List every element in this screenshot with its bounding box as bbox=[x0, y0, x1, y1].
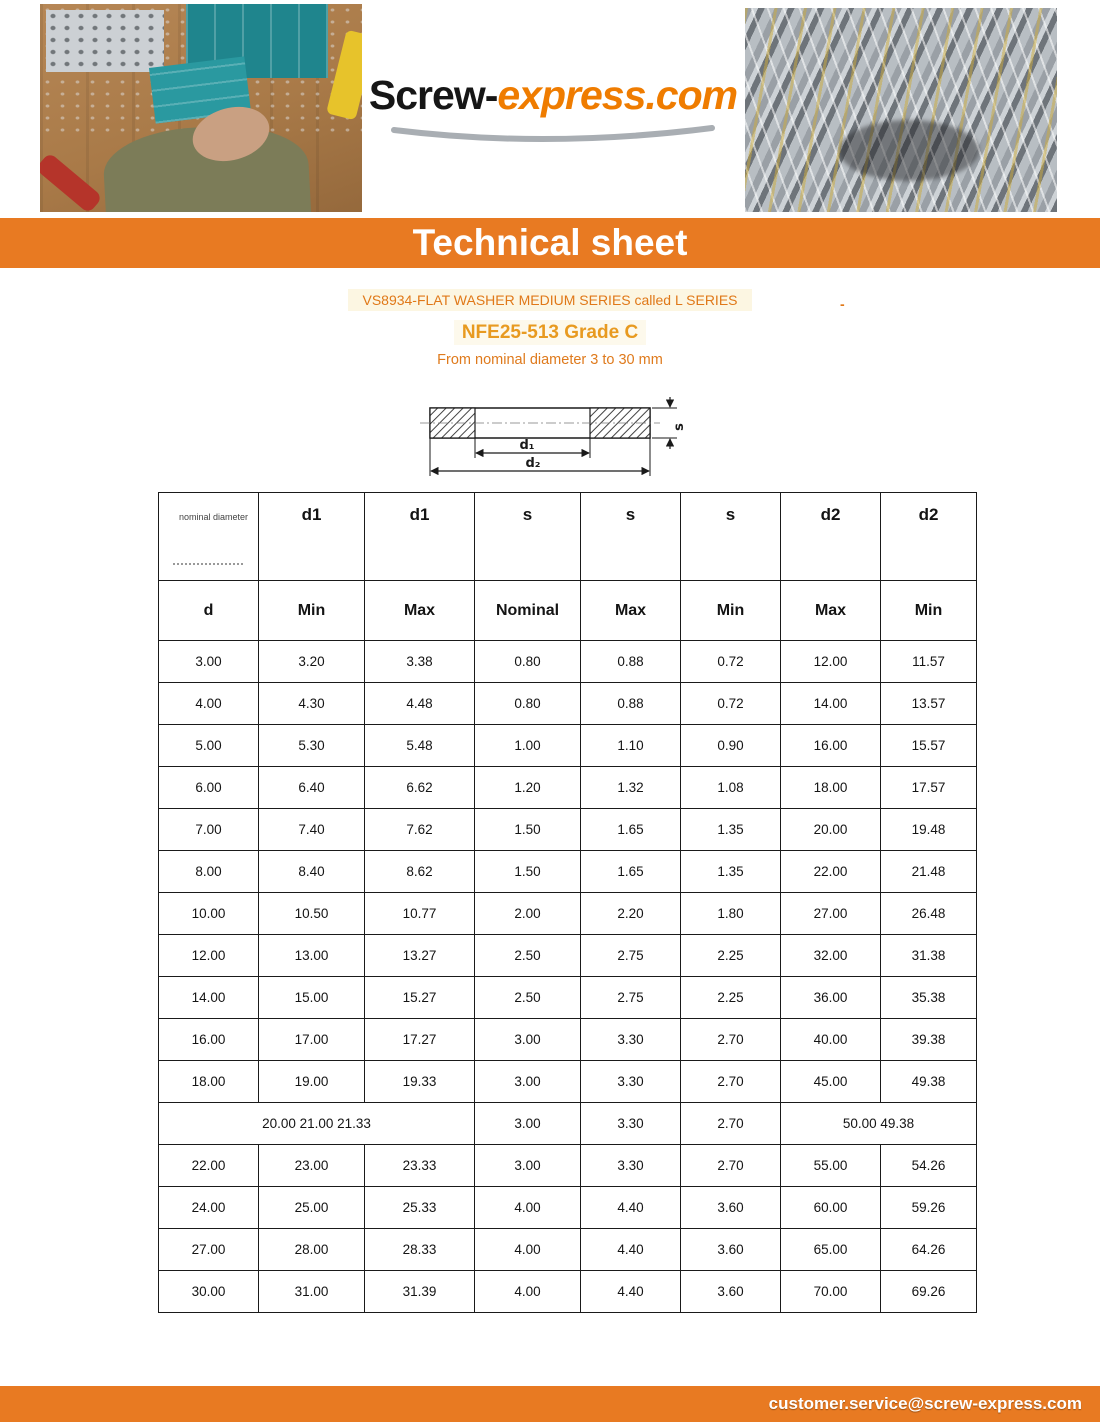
table-cell: 3.60 bbox=[681, 1229, 781, 1271]
table-cell: 24.00 bbox=[159, 1187, 259, 1229]
table-cell: 49.38 bbox=[881, 1061, 977, 1103]
table-cell: 3.30 bbox=[581, 1103, 681, 1145]
table-cell: 0.72 bbox=[681, 683, 781, 725]
table-row bbox=[159, 1187, 977, 1229]
table-cell: 45.00 bbox=[781, 1061, 881, 1103]
table-cell: 1.35 bbox=[681, 851, 781, 893]
column-header-s-min: s bbox=[681, 493, 781, 581]
table-cell: 3.00 bbox=[475, 1061, 581, 1103]
logo-swoosh bbox=[388, 125, 718, 145]
table-cell: 20.00 21.00 21.33 bbox=[159, 1103, 475, 1145]
table-cell: 16.00 bbox=[781, 725, 881, 767]
table-cell: 1.08 bbox=[681, 767, 781, 809]
screws-shadow bbox=[839, 120, 979, 181]
table-cell: 0.80 bbox=[475, 641, 581, 683]
table-cell: 3.30 bbox=[581, 1145, 681, 1187]
photo-hardware-workbench bbox=[40, 4, 362, 212]
title-dash: - bbox=[840, 296, 845, 312]
table-row bbox=[159, 1145, 977, 1187]
table-cell: 19.48 bbox=[881, 809, 977, 851]
table-row bbox=[159, 641, 977, 683]
table-row bbox=[159, 767, 977, 809]
table-cell: 4.48 bbox=[365, 683, 475, 725]
table-cell: 1.50 bbox=[475, 851, 581, 893]
table-row bbox=[159, 1229, 977, 1271]
table-cell: 28.00 bbox=[259, 1229, 365, 1271]
table-cell: 3.30 bbox=[581, 1061, 681, 1103]
logo-text bbox=[362, 72, 744, 119]
table-cell: 5.30 bbox=[259, 725, 365, 767]
table-cell: 31.39 bbox=[365, 1271, 475, 1313]
table-cell: 25.33 bbox=[365, 1187, 475, 1229]
table-cell: 4.30 bbox=[259, 683, 365, 725]
unit-header-nominal: Nominal bbox=[475, 581, 581, 641]
table-header-row-units bbox=[159, 581, 977, 641]
table-cell: 3.38 bbox=[365, 641, 475, 683]
table-cell: 28.33 bbox=[365, 1229, 475, 1271]
column-header-s-max: s bbox=[581, 493, 681, 581]
table-cell: 5.00 bbox=[159, 725, 259, 767]
table-cell: 26.48 bbox=[881, 893, 977, 935]
table-cell: 6.40 bbox=[259, 767, 365, 809]
table-cell: 5.48 bbox=[365, 725, 475, 767]
diagram-label-d1: d₁ bbox=[519, 438, 535, 453]
table-cell: 0.72 bbox=[681, 641, 781, 683]
table-row bbox=[159, 683, 977, 725]
column-header-d1-min: d1 bbox=[259, 493, 365, 581]
corner-dots bbox=[173, 563, 243, 565]
table-cell: 2.00 bbox=[475, 893, 581, 935]
banner-title: Technical sheet bbox=[412, 222, 688, 263]
table-cell: 14.00 bbox=[781, 683, 881, 725]
table-cell: 31.00 bbox=[259, 1271, 365, 1313]
table-cell: 69.26 bbox=[881, 1271, 977, 1313]
table-row bbox=[159, 977, 977, 1019]
table-cell: 3.00 bbox=[475, 1145, 581, 1187]
column-header-d1-max: d1 bbox=[365, 493, 475, 581]
table-cell: 55.00 bbox=[781, 1145, 881, 1187]
table-cell: 8.62 bbox=[365, 851, 475, 893]
table-cell: 19.33 bbox=[365, 1061, 475, 1103]
table-cell: 30.00 bbox=[159, 1271, 259, 1313]
spec-table-body bbox=[159, 641, 977, 1313]
footer-email[interactable]: customer.service@screw-express.com bbox=[768, 1394, 1082, 1413]
unit-header-min: Min bbox=[259, 581, 365, 641]
table-cell: 3.20 bbox=[259, 641, 365, 683]
table-cell: 15.00 bbox=[259, 977, 365, 1019]
table-cell: 10.50 bbox=[259, 893, 365, 935]
document-title-line2 bbox=[0, 322, 1100, 344]
table-cell: 4.40 bbox=[581, 1229, 681, 1271]
table-cell: 32.00 bbox=[781, 935, 881, 977]
table-cell: 1.10 bbox=[581, 725, 681, 767]
table-cell: 36.00 bbox=[781, 977, 881, 1019]
table-cell: 27.00 bbox=[159, 1229, 259, 1271]
table-cell: 1.65 bbox=[581, 809, 681, 851]
table-cell: 1.50 bbox=[475, 809, 581, 851]
table-cell: 50.00 49.38 bbox=[781, 1103, 977, 1145]
table-cell: 4.00 bbox=[475, 1229, 581, 1271]
unit-header-max2: Max bbox=[581, 581, 681, 641]
table-cell: 7.40 bbox=[259, 809, 365, 851]
table-cell: 18.00 bbox=[781, 767, 881, 809]
table-cell: 20.00 bbox=[781, 809, 881, 851]
table-cell: 17.57 bbox=[881, 767, 977, 809]
table-cell: 21.48 bbox=[881, 851, 977, 893]
table-cell: 64.26 bbox=[881, 1229, 977, 1271]
table-cell: 2.70 bbox=[681, 1061, 781, 1103]
logo-text-orange: express.com bbox=[497, 72, 738, 118]
table-cell: 31.38 bbox=[881, 935, 977, 977]
table-cell: 3.00 bbox=[159, 641, 259, 683]
column-header-d2-min: d2 bbox=[881, 493, 977, 581]
table-cell: 2.50 bbox=[475, 977, 581, 1019]
table-cell: 1.32 bbox=[581, 767, 681, 809]
table-cell: 4.40 bbox=[581, 1271, 681, 1313]
table-cell: 1.20 bbox=[475, 767, 581, 809]
table-cell: 0.80 bbox=[475, 683, 581, 725]
table-cell: 0.88 bbox=[581, 683, 681, 725]
table-cell: 65.00 bbox=[781, 1229, 881, 1271]
table-cell: 23.33 bbox=[365, 1145, 475, 1187]
table-cell: 70.00 bbox=[781, 1271, 881, 1313]
table-cell: 4.00 bbox=[475, 1271, 581, 1313]
washer-diagram bbox=[415, 396, 715, 496]
table-cell: 6.00 bbox=[159, 767, 259, 809]
table-cell: 15.27 bbox=[365, 977, 475, 1019]
table-cell: 3.60 bbox=[681, 1187, 781, 1229]
diagram-label-d2: d₂ bbox=[525, 456, 541, 471]
unit-header-d: d bbox=[159, 581, 259, 641]
table-cell: 12.00 bbox=[159, 935, 259, 977]
title-line1-text: VS8934-FLAT WASHER MEDIUM SERIES called L SERIES bbox=[348, 289, 751, 311]
table-cell: 12.00 bbox=[781, 641, 881, 683]
table-cell: 1.80 bbox=[681, 893, 781, 935]
table-cell: 8.00 bbox=[159, 851, 259, 893]
table-cell: 2.75 bbox=[581, 935, 681, 977]
table-cell: 13.57 bbox=[881, 683, 977, 725]
table-cell: 13.27 bbox=[365, 935, 475, 977]
table-cell: 22.00 bbox=[781, 851, 881, 893]
table-cell: 10.77 bbox=[365, 893, 475, 935]
table-cell: 2.70 bbox=[681, 1103, 781, 1145]
unit-header-max3: Max bbox=[781, 581, 881, 641]
column-header-s-nominal: s bbox=[475, 493, 581, 581]
column-header-d2-max: d2 bbox=[781, 493, 881, 581]
table-cell: 35.38 bbox=[881, 977, 977, 1019]
table-cell: 0.88 bbox=[581, 641, 681, 683]
table-cell: 54.26 bbox=[881, 1145, 977, 1187]
table-cell: 2.20 bbox=[581, 893, 681, 935]
table-cell: 40.00 bbox=[781, 1019, 881, 1061]
table-cell: 1.35 bbox=[681, 809, 781, 851]
diagram-label-s: s bbox=[672, 423, 687, 431]
table-cell: 17.00 bbox=[259, 1019, 365, 1061]
document-title-line3: From nominal diameter 3 to 30 mm bbox=[437, 352, 663, 368]
table-cell: 7.00 bbox=[159, 809, 259, 851]
table-cell: 14.00 bbox=[159, 977, 259, 1019]
table-row bbox=[159, 935, 977, 977]
table-cell: 39.38 bbox=[881, 1019, 977, 1061]
title-line2-text: NFE25-513 Grade C bbox=[454, 320, 646, 345]
table-row bbox=[159, 1103, 977, 1145]
table-cell: 22.00 bbox=[159, 1145, 259, 1187]
table-cell: 2.50 bbox=[475, 935, 581, 977]
table-cell: 23.00 bbox=[259, 1145, 365, 1187]
banner bbox=[0, 218, 1100, 268]
table-cell: 6.62 bbox=[365, 767, 475, 809]
logo-text-black: Screw- bbox=[368, 72, 498, 118]
corner-label: nominal diameter bbox=[178, 512, 249, 522]
table-row bbox=[159, 725, 977, 767]
unit-header-min2: Min bbox=[681, 581, 781, 641]
table-cell: 17.27 bbox=[365, 1019, 475, 1061]
table-cell: 25.00 bbox=[259, 1187, 365, 1229]
table-cell: 27.00 bbox=[781, 893, 881, 935]
table-cell: 13.00 bbox=[259, 935, 365, 977]
table-cell: 2.75 bbox=[581, 977, 681, 1019]
table-cell: 1.65 bbox=[581, 851, 681, 893]
table-cell: 11.57 bbox=[881, 641, 977, 683]
table-cell: 59.26 bbox=[881, 1187, 977, 1229]
footer-bar bbox=[0, 1386, 1100, 1422]
table-row bbox=[159, 1019, 977, 1061]
table-cell: 7.62 bbox=[365, 809, 475, 851]
table-cell: 0.90 bbox=[681, 725, 781, 767]
table-cell: 2.25 bbox=[681, 935, 781, 977]
unit-header-max: Max bbox=[365, 581, 475, 641]
table-cell: 4.00 bbox=[475, 1187, 581, 1229]
gray-parts-tray bbox=[46, 10, 164, 72]
logo bbox=[362, 72, 744, 145]
spec-table bbox=[158, 492, 977, 1313]
table-cell: 3.60 bbox=[681, 1271, 781, 1313]
table-row bbox=[159, 1271, 977, 1313]
table-corner-cell bbox=[159, 493, 259, 581]
table-cell: 3.30 bbox=[581, 1019, 681, 1061]
table-cell: 3.00 bbox=[475, 1019, 581, 1061]
table-header-row-groups bbox=[159, 493, 977, 581]
table-cell: 60.00 bbox=[781, 1187, 881, 1229]
table-cell: 2.70 bbox=[681, 1145, 781, 1187]
table-row bbox=[159, 893, 977, 935]
table-cell: 15.57 bbox=[881, 725, 977, 767]
table-cell: 16.00 bbox=[159, 1019, 259, 1061]
table-cell: 4.40 bbox=[581, 1187, 681, 1229]
red-tool bbox=[40, 152, 103, 212]
table-cell: 3.00 bbox=[475, 1103, 581, 1145]
table-row bbox=[159, 809, 977, 851]
table-cell: 8.40 bbox=[259, 851, 365, 893]
table-row bbox=[159, 1061, 977, 1103]
table-cell: 4.00 bbox=[159, 683, 259, 725]
table-row bbox=[159, 851, 977, 893]
table-cell: 2.70 bbox=[681, 1019, 781, 1061]
table-cell: 1.00 bbox=[475, 725, 581, 767]
unit-header-min3: Min bbox=[881, 581, 977, 641]
photo-screws-pile bbox=[745, 8, 1057, 212]
document-title-line1 bbox=[0, 292, 1100, 308]
table-cell: 10.00 bbox=[159, 893, 259, 935]
table-cell: 2.25 bbox=[681, 977, 781, 1019]
table-cell: 18.00 bbox=[159, 1061, 259, 1103]
table-cell: 19.00 bbox=[259, 1061, 365, 1103]
